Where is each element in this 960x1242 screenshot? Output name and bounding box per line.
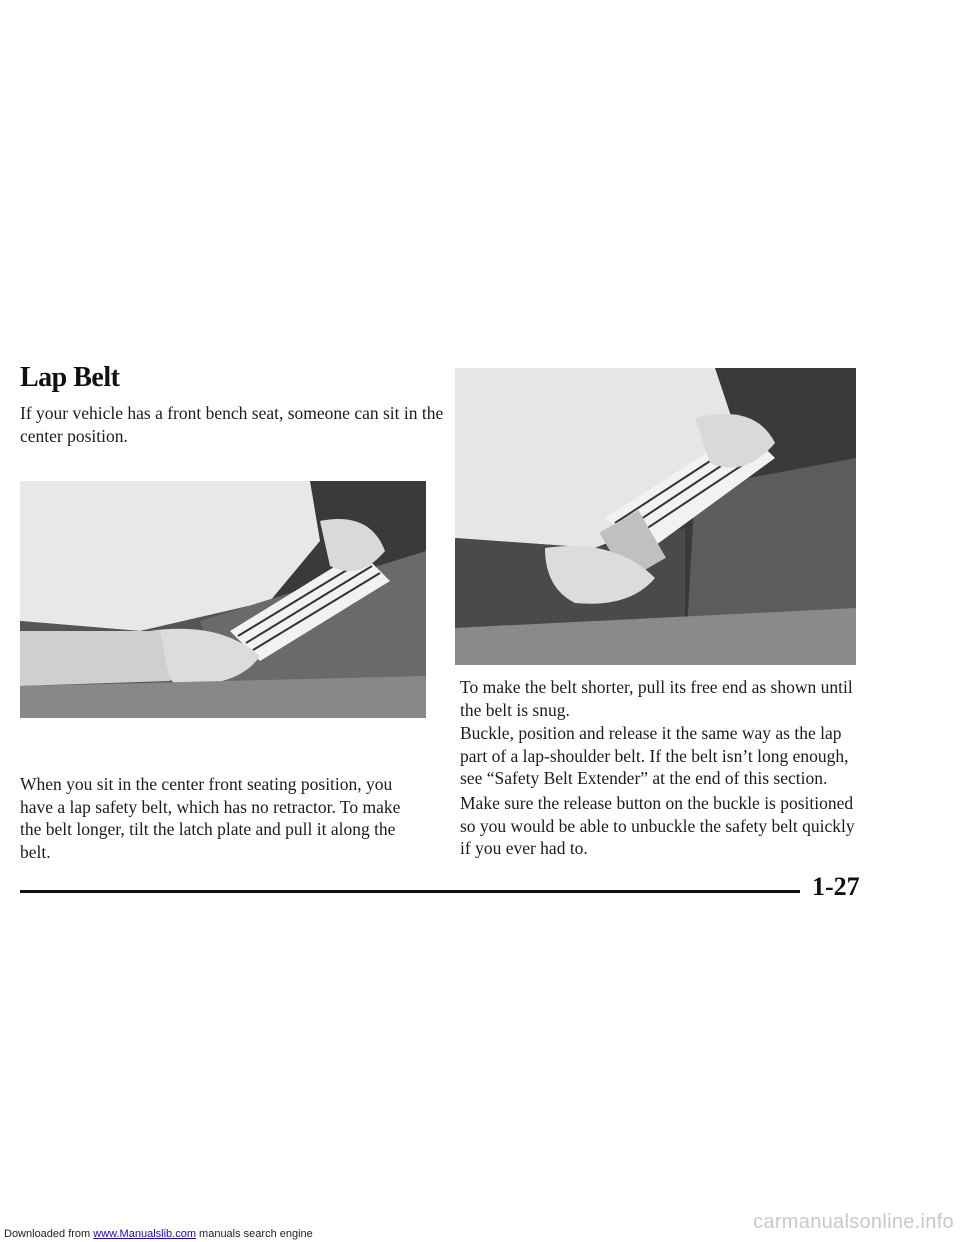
banner-prefix: Downloaded from (4, 1228, 94, 1240)
section-heading: Lap Belt (20, 362, 120, 393)
site-watermark: carmanualsonline.info (753, 1211, 954, 1233)
right-paragraph-3: Make sure the release button on the buckle is positioned so you would be able to unbuckle the safety belt quickly if you ever had to. (460, 793, 855, 858)
lap-belt-lengthen-photo (20, 481, 426, 718)
intro-paragraph: If your vehicle has a front bench seat, someone can sit in the center position. (20, 403, 444, 446)
download-banner (4, 1228, 313, 1240)
left-body-paragraph: When you sit in the center front seating position, you have a lap safety belt, which has no retractor. To make the belt longer, tilt the latch plate and pull it along the belt. (20, 774, 401, 862)
banner-suffix: manuals search engine (195, 1228, 313, 1240)
lap-belt-shorten-photo (455, 368, 856, 665)
manualslib-link[interactable]: www.Manualslib.com (93, 1228, 196, 1240)
page-number: 1-27 (812, 872, 860, 901)
right-paragraph-1: To make the belt shorter, pull its free end as shown until the belt is snug. (460, 677, 853, 720)
right-paragraph-2: Buckle, position and release it the same way as the lap part of a lap-shoulder belt. If the belt isn’t long enough, see “Safety Belt Extender” at the end of this section. (460, 723, 849, 788)
footer-rule (20, 890, 800, 893)
